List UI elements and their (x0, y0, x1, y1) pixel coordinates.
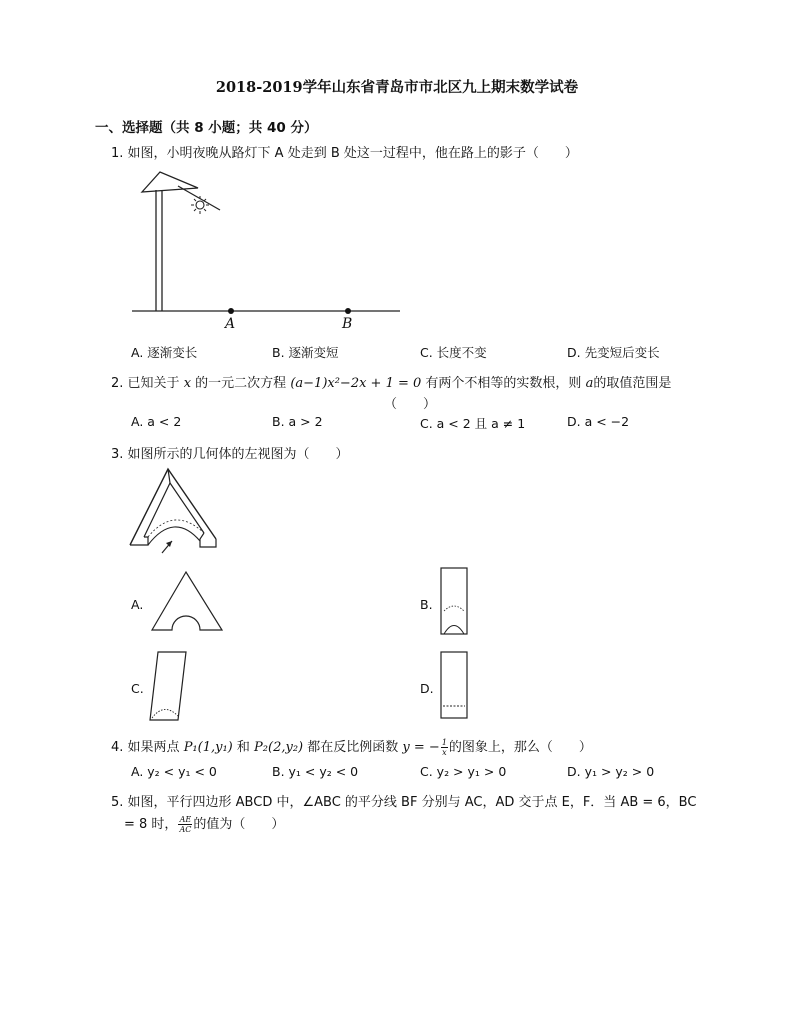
point-b (345, 308, 351, 314)
q3-option-d-figure (440, 651, 470, 721)
q4-option-b: B. y₁ < y₂ < 0 (272, 764, 359, 779)
point-a (228, 308, 234, 314)
q1-option-b: B. 逐渐变短 (272, 345, 339, 360)
q4-option-d: D. y₁ > y₂ > 0 (567, 764, 655, 779)
q1-streetlight-figure (128, 168, 408, 338)
q1-option-a: A. 逐渐变长 (131, 345, 198, 360)
q5-line2: = 8 时， $\frac{AE}{AC}$ 的值为（ ） (124, 815, 285, 834)
q2-answer-paren: （ ） (384, 397, 437, 412)
q4-fraction: $\frac{1}{x}$ (441, 738, 447, 757)
q1-stem: 1. 如图，小明夜晚从路灯下 A 处走到 B 处这一过程中，他在路上的影子（ ） (111, 146, 578, 161)
label-a: A (225, 316, 236, 332)
q3-option-c-label: C. (131, 681, 144, 696)
q2-option-b: B. a > 2 (272, 414, 323, 429)
q3-stem: 3. 如图所示的几何体的左视图为（ ） (111, 447, 349, 462)
q4-stem: 4. 如果两点 P₁(1,y₁) 和 P₂(2,y₂) 都在反比例函数 y = − $\frac{1}{x}$ 的图象上，那么（ ） (111, 738, 592, 757)
q3-option-a-figure (150, 570, 226, 632)
q3-option-b-label: B. (420, 597, 433, 612)
q2-option-a: A. a < 2 (131, 414, 182, 429)
q2-option-d: D. a < −2 (567, 414, 630, 429)
q5-line1: 5. 如图，平行四边形 ABCD 中，∠ABC 的平分线 BF 分别与 AC，AD 交于点 E，F．当 AB = 6，BC (111, 795, 697, 810)
section-heading: 一、选择题（共 8 小题；共 40 分） (95, 120, 318, 136)
q2-stem: 2. 已知关于 x 的一元二次方程 (a−1)x²−2x + 1 = 0 有两个不相等的实数根，则 a的取值范围是 (111, 376, 672, 391)
q3-option-c-figure (148, 650, 190, 722)
q1-option-c: C. 长度不变 (420, 345, 487, 360)
label-b: B (342, 316, 353, 332)
q3-option-a-label: A. (131, 597, 144, 612)
page-title: 2018-2019学年山东省青岛市市北区九上期末数学试卷 (215, 79, 579, 96)
q3-solid-figure (126, 465, 226, 560)
q2-option-c: C. a < 2 且 a ≠ 1 (420, 416, 526, 431)
q3-option-d-label: D. (420, 681, 434, 696)
q4-option-c: C. y₂ > y₁ > 0 (420, 764, 507, 779)
q1-option-d: D. 先变短后变长 (567, 345, 660, 360)
q3-option-b-figure (440, 567, 470, 637)
q5-fraction: $\frac{AE}{AC}$ (179, 815, 192, 834)
q4-option-a: A. y₂ < y₁ < 0 (131, 764, 217, 779)
